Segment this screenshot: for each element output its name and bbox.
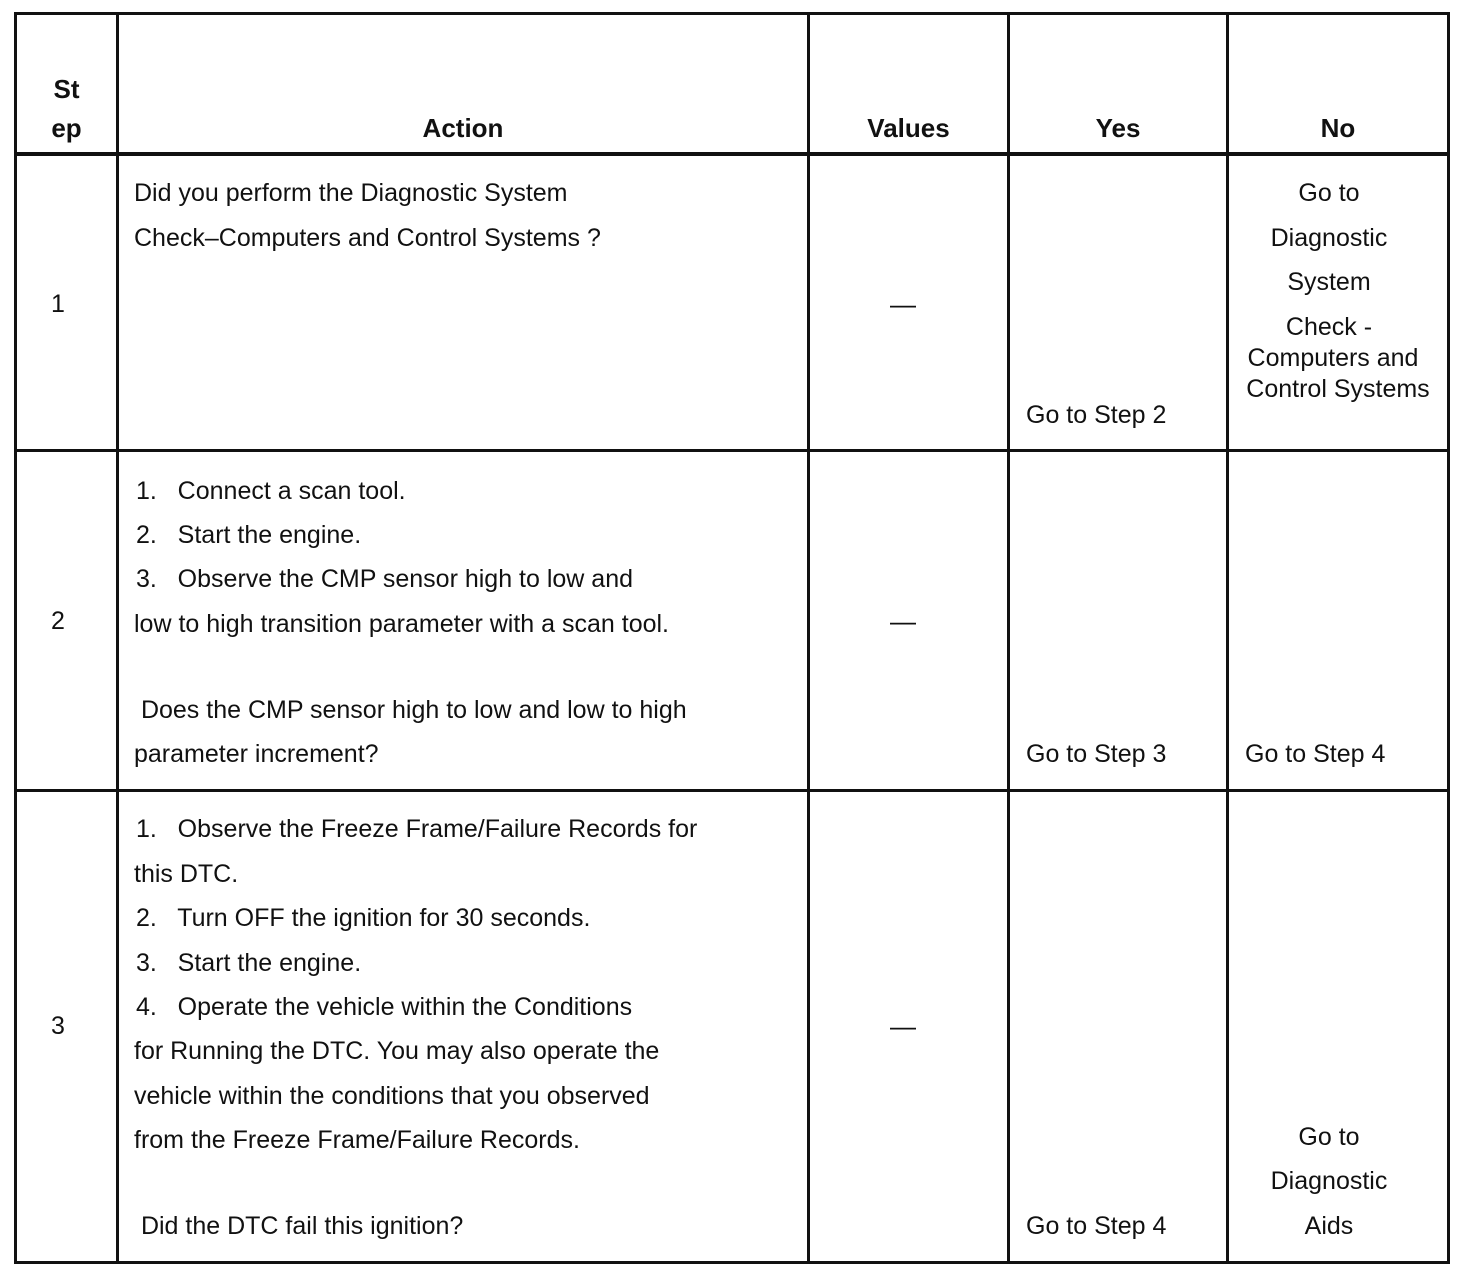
step-number: 3 — [51, 1012, 65, 1040]
action-text: 3. Observe the CMP sensor high to low and — [136, 565, 634, 593]
no-text: Diagnostic — [1270, 1167, 1388, 1195]
yes-text: Go to Step 4 — [1026, 1212, 1167, 1240]
action-text: this DTC. — [134, 860, 239, 888]
header-no: No — [1320, 113, 1356, 143]
action-text: parameter increment? — [134, 740, 379, 768]
row-rule — [14, 789, 1450, 792]
action-text: from the Freeze Frame/Failure Records. — [134, 1126, 580, 1154]
table-border-bottom — [14, 1261, 1450, 1264]
step-number: 2 — [51, 607, 65, 635]
table-border-right — [1447, 12, 1450, 1264]
column-rule — [116, 12, 119, 1264]
action-text: Did the DTC fail this ignition? — [134, 1212, 464, 1240]
value-text: — — [890, 606, 916, 636]
action-text: Did you perform the Diagnostic System — [134, 179, 568, 207]
action-text: 3. Start the engine. — [136, 949, 362, 977]
header-values: Values — [867, 113, 950, 143]
header-action: Action — [422, 113, 504, 143]
action-text: 1. Connect a scan tool. — [136, 477, 406, 505]
action-text: vehicle within the conditions that you observed — [134, 1082, 650, 1110]
action-text: 4. Operate the vehicle within the Conditions — [136, 993, 633, 1021]
action-text: 2. Start the engine. — [136, 521, 362, 549]
action-text: low to high transition parameter with a scan tool. — [134, 610, 669, 638]
yes-text: Go to Step 2 — [1026, 401, 1167, 429]
column-rule — [807, 12, 810, 1264]
yes-text: Go to Step 3 — [1026, 740, 1167, 768]
table-border-left — [14, 12, 17, 1264]
no-text: Check - — [1285, 313, 1373, 341]
action-text: 2. Turn OFF the ignition for 30 seconds. — [136, 904, 591, 932]
no-text: Computers and — [1247, 344, 1419, 372]
table-border-top — [14, 12, 1450, 15]
header-rule — [14, 152, 1450, 156]
no-text: Control Systems — [1246, 375, 1430, 403]
row-rule — [14, 449, 1450, 452]
value-text: — — [890, 289, 916, 319]
header-yes: Yes — [1095, 113, 1141, 143]
header-step-line2: ep — [51, 113, 82, 143]
step-number: 1 — [51, 290, 65, 318]
column-rule — [1007, 12, 1010, 1264]
action-text: for Running the DTC. You may also operate the — [134, 1037, 660, 1065]
action-text: Does the CMP sensor high to low and low to high — [134, 696, 687, 724]
no-text: Go to — [1298, 179, 1360, 207]
value-text: — — [890, 1011, 916, 1041]
no-text: Go to — [1298, 1123, 1360, 1151]
no-text: Go to Step 4 — [1245, 740, 1386, 768]
no-text: Aids — [1304, 1212, 1354, 1240]
action-text: 1. Observe the Freeze Frame/Failure Records for — [136, 815, 698, 843]
no-text: System — [1287, 268, 1371, 296]
header-step-line1: St — [53, 74, 80, 104]
no-text: Diagnostic — [1270, 224, 1388, 252]
action-text: Check–Computers and Control Systems ? — [134, 224, 601, 252]
